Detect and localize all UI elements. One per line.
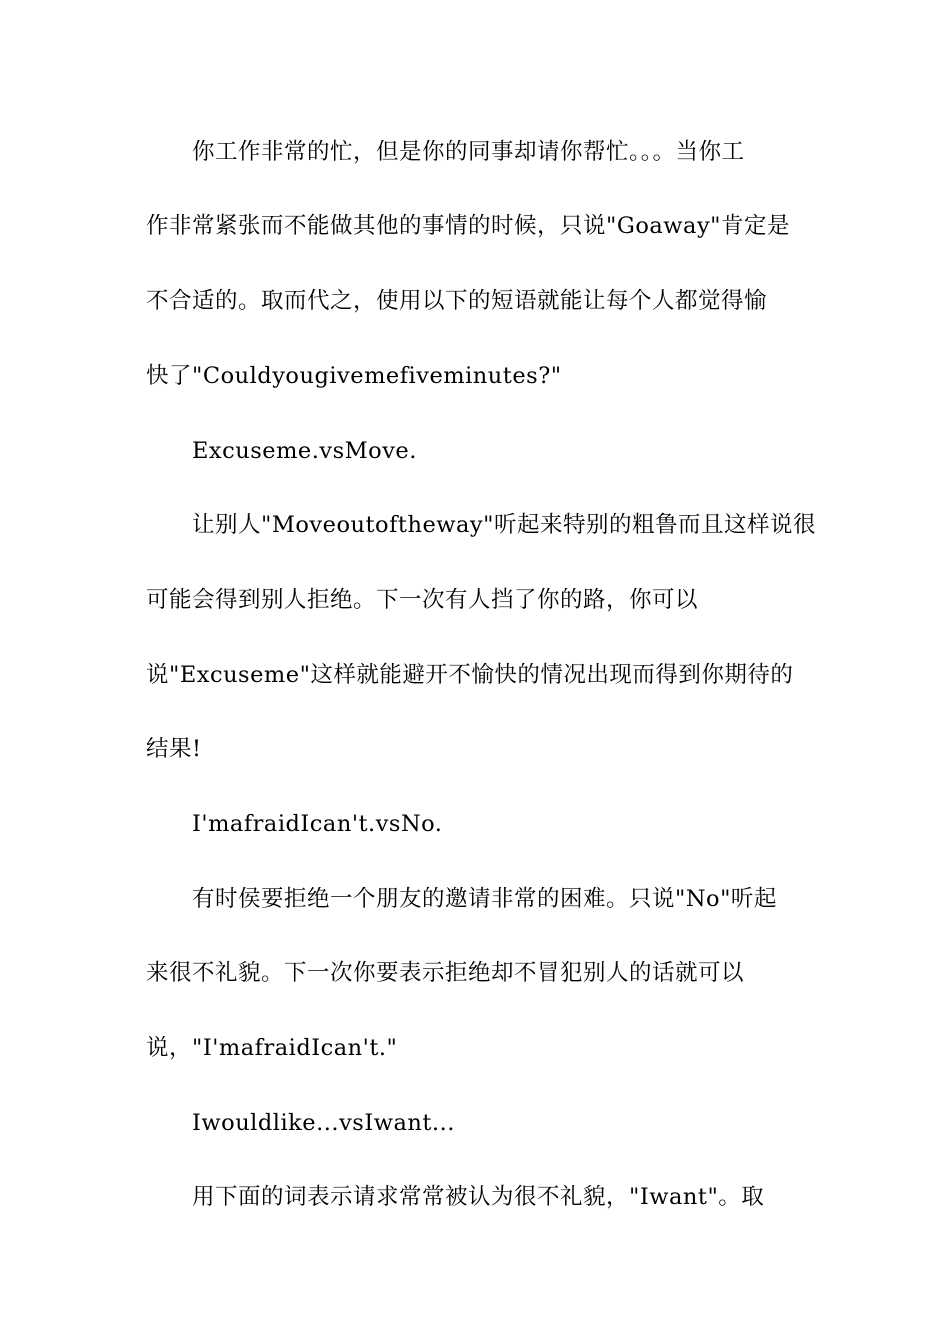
paragraph-line: 说，"I'mafraidIcan't." — [146, 1035, 398, 1061]
paragraph-line: 不合适的。取而代之，使用以下的短语就能让每个人都觉得愉 — [146, 288, 768, 314]
paragraph-line: 作非常紧张而不能做其他的事情的时候，只说"Goaway"肯定是 — [146, 213, 791, 239]
section-heading: Excuseme.vsMove. — [192, 438, 417, 464]
paragraph-line: 结果! — [146, 736, 202, 762]
paragraph-line: 用下面的词表示请求常常被认为很不礼貌，"Iwant"。取 — [192, 1184, 765, 1210]
section-heading: I'mafraidIcan't.vsNo. — [192, 811, 443, 837]
paragraph-line: 可能会得到别人拒绝。下一次有人挡了你的路，你可以 — [146, 587, 699, 613]
paragraph-line: 让别人"Moveoutoftheway"听起来特别的粗鲁而且这样说很 — [192, 512, 816, 538]
paragraph-line: 来很不礼貌。下一次你要表示拒绝却不冒犯别人的话就可以 — [146, 960, 745, 986]
paragraph-line: 说"Excuseme"这样就能避开不愉快的情况出现而得到你期待的 — [146, 662, 794, 688]
paragraph-line: 快了"Couldyougivemefiveminutes?" — [146, 363, 562, 389]
paragraph-line: 你工作非常的忙，但是你的同事却请你帮忙。。。当你工 — [192, 139, 745, 165]
section-heading: Iwouldlike...vsIwant... — [192, 1110, 455, 1136]
paragraph-line: 有时侯要拒绝一个朋友的邀请非常的困难。只说"No"听起 — [192, 886, 777, 912]
